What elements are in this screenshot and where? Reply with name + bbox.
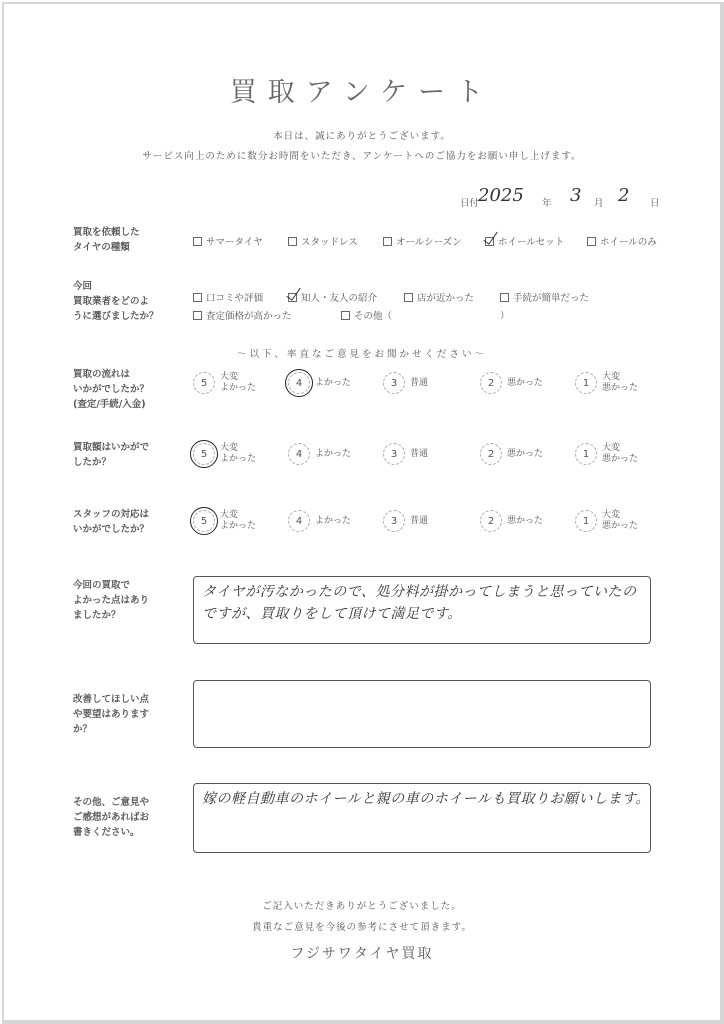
checkbox[interactable]: [383, 237, 392, 246]
checkbox[interactable]: [500, 293, 509, 302]
company-brand: フジサワタイヤ買取: [290, 946, 434, 962]
reason-option[interactable]: 査定価格が高かった: [193, 308, 292, 322]
tire-type-option[interactable]: オールシーズン: [383, 234, 462, 248]
rating-option-label: 普通: [410, 377, 429, 388]
reason-option[interactable]: 知人・友人の紹介: [288, 290, 377, 304]
rating-circle[interactable]: 5: [193, 372, 215, 394]
footer-line-2: 貴重なご意見を今後の参考にさせて頂きます。: [252, 922, 472, 933]
rating-circle[interactable]: 2: [480, 443, 502, 465]
rating-option-label: 悪かった: [507, 515, 544, 526]
rating-option[interactable]: [383, 372, 428, 394]
rating-question-label: スタッフの対応は いかがでしたか？: [73, 509, 150, 535]
rating-question-label: 買取の流れは いかがでしたか？ (査定/手続/入金): [73, 369, 150, 410]
tire-type-option[interactable]: スタッドレス: [288, 234, 358, 248]
rating-option-label: 普通: [410, 515, 429, 526]
free-text-answer-box[interactable]: [193, 680, 651, 748]
rating-option-label: 大変 悪かった: [602, 510, 639, 531]
rating-circle[interactable]: 1: [575, 443, 597, 465]
handwritten-answer-line: 嫁の軽自動車のホイールと親の車のホイールも買取りお願いします。: [202, 791, 650, 807]
reason-other-close: ）: [500, 311, 510, 322]
rating-circle[interactable]: 1: [575, 510, 597, 532]
q-tire-type-label: 買取を依頼した タイヤの種類: [73, 227, 140, 253]
rating-option[interactable]: [383, 510, 428, 532]
checkbox-checked[interactable]: [485, 237, 494, 246]
rating-option[interactable]: [193, 510, 256, 532]
rating-circle[interactable]: 2: [480, 510, 502, 532]
rating-circle[interactable]: 1: [575, 372, 597, 394]
rating-circle-selected[interactable]: 4: [288, 372, 310, 394]
free-text-question-label: その他、ご意見や ご感想があればお 書きください。: [73, 797, 150, 838]
rating-option[interactable]: [575, 510, 638, 532]
rating-option[interactable]: [480, 510, 543, 532]
ratings-heading: ～以下、率直なご意見をお聞かせください～: [236, 349, 487, 360]
rating-option[interactable]: [288, 443, 351, 465]
q-reason-label: 今回 買取業者をどのよ うに選びましたか？: [73, 281, 159, 322]
rating-circle[interactable]: 4: [288, 443, 310, 465]
tire-type-option[interactable]: ホイールのみ: [587, 234, 657, 248]
checkbox[interactable]: [193, 293, 202, 302]
rating-option[interactable]: [480, 372, 543, 394]
rating-option[interactable]: [575, 372, 638, 394]
date-day[interactable]: 2: [618, 185, 630, 206]
date-year-unit: 年: [542, 198, 552, 209]
reason-option[interactable]: 口コミや評価: [193, 290, 263, 304]
rating-circle[interactable]: 2: [480, 372, 502, 394]
checkbox[interactable]: [288, 237, 297, 246]
date-year[interactable]: 2025: [478, 185, 524, 206]
rating-circle[interactable]: 3: [383, 510, 405, 532]
intro-line-1: 本日は、誠にありがとうございます。: [273, 131, 451, 142]
date-month-unit: 月: [594, 198, 604, 209]
rating-option-label: よかった: [315, 377, 352, 388]
date-day-unit: 日: [650, 198, 660, 209]
rating-circle-selected[interactable]: 5: [193, 443, 215, 465]
rating-option-label: 大変 よかった: [220, 510, 257, 531]
rating-option[interactable]: [193, 443, 256, 465]
rating-option-label: 普通: [410, 448, 429, 459]
checkbox[interactable]: [587, 237, 596, 246]
footer-line-1: ご記入いただきありがとうございました。: [262, 901, 462, 912]
checkbox[interactable]: [341, 311, 350, 320]
free-text-question-label: 改善してほしい点 や要望はあります か？: [73, 694, 150, 735]
checkbox-checked[interactable]: [288, 293, 297, 302]
tire-type-option[interactable]: サマータイヤ: [193, 234, 263, 248]
reason-option-other[interactable]: その他（: [341, 308, 392, 322]
rating-option[interactable]: [193, 372, 256, 394]
tire-type-option[interactable]: ホイールセット: [485, 234, 564, 248]
checkbox[interactable]: [193, 237, 202, 246]
page-title: 買取アンケート: [229, 77, 495, 108]
intro-line-2: サービス向上のために数分お時間をいただき、アンケートへのご協力をお願い申し上げます。: [142, 151, 582, 162]
reason-option[interactable]: 店が近かった: [404, 290, 474, 304]
rating-circle-selected[interactable]: 5: [193, 510, 215, 532]
rating-question-label: 買取額はいかがで したか？: [73, 442, 150, 468]
checkbox[interactable]: [193, 311, 202, 320]
reason-option[interactable]: 手続が簡単だった: [500, 290, 589, 304]
rating-option-label: 大変 よかった: [220, 372, 257, 393]
rating-option[interactable]: [288, 372, 351, 394]
rating-option-label: 大変 よかった: [220, 443, 257, 464]
handwritten-answer-line: タイヤが汚なかったので、処分料が掛かってしまうと思っていたの: [202, 584, 637, 600]
handwritten-answer-line: ですが、買取りをして頂けて満足です。: [202, 606, 462, 622]
rating-circle[interactable]: 3: [383, 443, 405, 465]
rating-option[interactable]: [288, 510, 351, 532]
rating-option-label: よかった: [315, 515, 352, 526]
rating-option-label: 悪かった: [507, 377, 544, 388]
rating-option[interactable]: [480, 443, 543, 465]
rating-option-label: よかった: [315, 448, 352, 459]
rating-circle[interactable]: 3: [383, 372, 405, 394]
date-label: 日付: [460, 198, 480, 209]
rating-option-label: 大変 悪かった: [602, 443, 639, 464]
rating-option-label: 大変 悪かった: [602, 372, 639, 393]
free-text-answer-box[interactable]: [193, 576, 651, 644]
free-text-question-label: 今回の買取で よかった点はあり ましたか？: [73, 580, 150, 621]
rating-option-label: 悪かった: [507, 448, 544, 459]
checkbox[interactable]: [404, 293, 413, 302]
rating-option[interactable]: [575, 443, 638, 465]
rating-circle[interactable]: 4: [288, 510, 310, 532]
free-text-answer-box[interactable]: [193, 783, 651, 853]
date-month[interactable]: 3: [570, 185, 582, 206]
rating-option[interactable]: [383, 443, 428, 465]
